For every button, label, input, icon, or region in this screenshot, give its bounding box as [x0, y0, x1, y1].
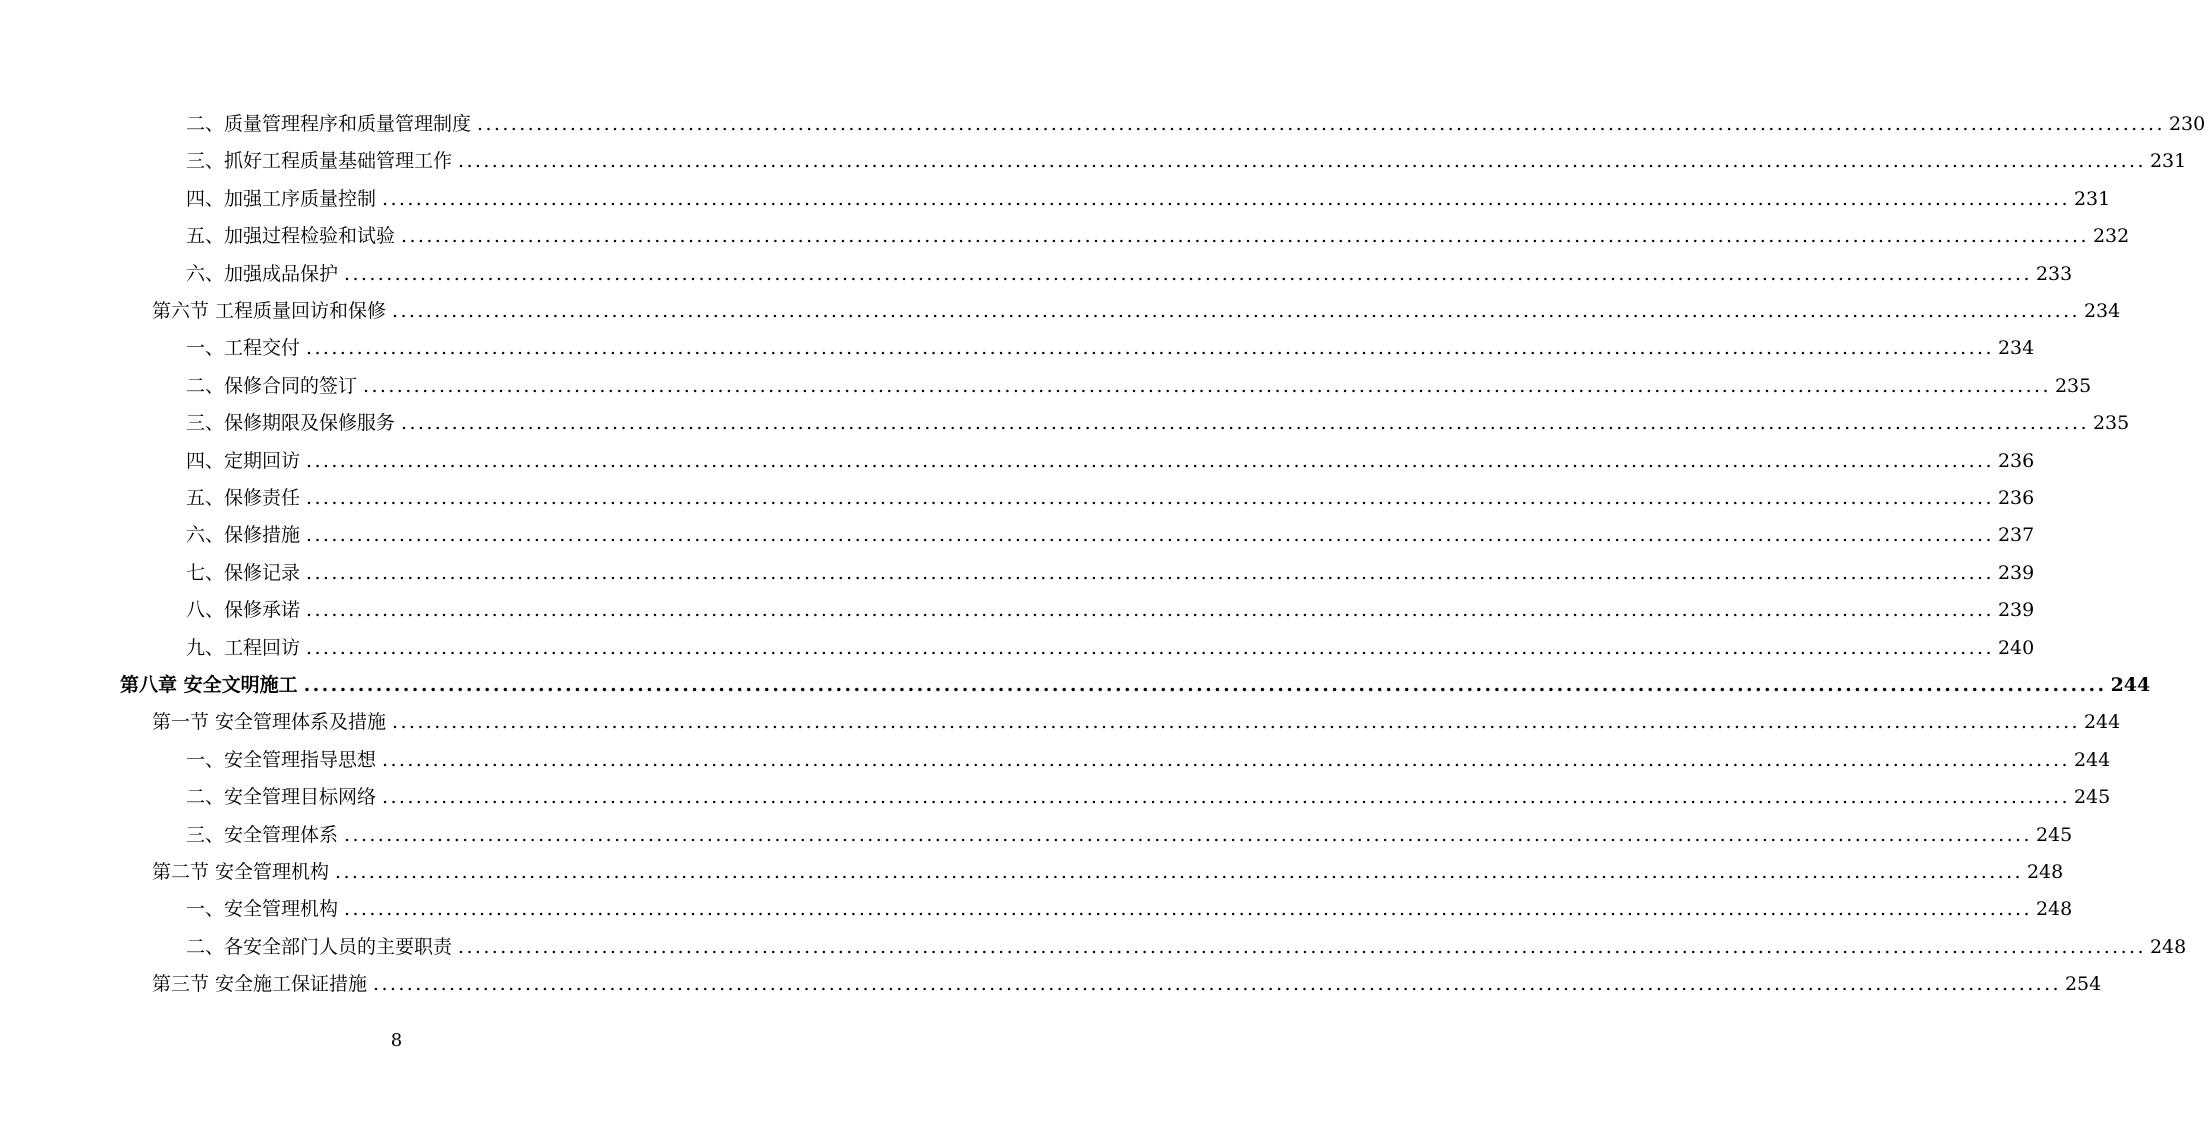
toc-entry — [186, 592, 2035, 622]
toc-entry-title: 六、加强成品保护 — [186, 262, 339, 285]
toc-entry-title: 第三节 安全施工保证措施 — [152, 973, 368, 996]
toc-dot-leader: ........................................................................................................................................................................................................ — [363, 374, 2051, 397]
toc-dot-leader: ........................................................................................................................................................................................................ — [392, 300, 2080, 322]
toc-entry — [152, 854, 2064, 884]
toc-entry-page: 239 — [1997, 561, 2035, 584]
toc-dot-leader: ........................................................................................................................................................................................................ — [392, 711, 2080, 734]
toc-entry-title: 第八章 安全文明施工 — [120, 674, 298, 696]
toc-dot-leader: ........................................................................................................................................................................................................ — [382, 748, 2070, 771]
toc-entry-title: 五、加强过程检验和试验 — [186, 225, 396, 248]
toc-entry-title: 九、工程回访 — [186, 636, 301, 659]
toc-entry-page: 245 — [2035, 823, 2073, 846]
toc-entry-page: 230 — [2168, 113, 2205, 135]
toc-entry — [186, 480, 2035, 510]
toc-entry-page: 231 — [2073, 187, 2111, 210]
toc-entry-title: 一、安全管理机构 — [186, 898, 339, 921]
toc-entry-page: 232 — [2092, 225, 2130, 248]
toc-entry — [152, 704, 2121, 734]
toc-entry — [186, 330, 2035, 360]
toc-dot-leader: ........................................................................................................................................................................................................ — [401, 412, 2089, 435]
toc-dot-leader: ........................................................................................................................................................................................................ — [335, 861, 2023, 883]
toc-entry-title: 第六节 工程质量回访和保修 — [152, 300, 387, 322]
toc-entry-title: 四、定期回访 — [186, 449, 301, 472]
toc-entry-page: 254 — [2064, 973, 2102, 996]
toc-entry-title: 一、工程交付 — [186, 337, 301, 360]
toc-dot-leader: ........................................................................................................................................................................................................ — [303, 674, 2107, 696]
toc-dot-leader: ........................................................................................................................................................................................................ — [382, 187, 2070, 210]
toc-entry — [186, 181, 2111, 211]
toc-entry-page: 248 — [2035, 898, 2073, 921]
toc-entry-title: 二、质量管理程序和质量管理制度 — [186, 113, 472, 135]
toc-dot-leader: ........................................................................................................................................................................................................ — [306, 599, 1994, 622]
toc-entry-title: 第二节 安全管理机构 — [152, 861, 330, 883]
toc-entry-title: 第一节 安全管理体系及措施 — [152, 711, 387, 734]
toc-entry — [186, 218, 2130, 248]
toc-entry — [186, 443, 2035, 473]
toc-entry — [120, 667, 2151, 697]
toc-entry-page: 236 — [1997, 449, 2035, 472]
toc-entry — [186, 929, 2187, 959]
toc-entry-title: 三、抓好工程质量基础管理工作 — [186, 150, 453, 173]
toc-entry-page: 237 — [1997, 524, 2035, 547]
toc-entry-page: 245 — [2073, 786, 2111, 809]
toc-entry-page: 233 — [2035, 262, 2073, 285]
toc-entry-title: 二、安全管理目标网络 — [186, 786, 377, 809]
toc-entry-title: 七、保修记录 — [186, 561, 301, 584]
toc-entry-page: 244 — [2083, 711, 2121, 734]
toc-entry-title: 二、保修合同的签订 — [186, 374, 358, 397]
toc-entry-page: 234 — [2083, 300, 2121, 322]
toc-entry-page: 235 — [2054, 374, 2092, 397]
toc-entry-page: 239 — [1997, 599, 2035, 622]
toc-entry — [186, 405, 2130, 435]
toc-entry-title: 二、各安全部门人员的主要职责 — [186, 935, 453, 958]
toc-entry-page: 248 — [2026, 861, 2064, 883]
toc-entry — [152, 966, 2102, 996]
toc-entry-title: 三、安全管理体系 — [186, 823, 339, 846]
toc-dot-leader: ........................................................................................................................................................................................................ — [458, 935, 2146, 958]
toc-entry — [186, 143, 2187, 173]
toc-dot-leader: ........................................................................................................................................................................................................ — [306, 337, 1994, 360]
toc-dot-leader: ........................................................................................................................................................................................................ — [401, 225, 2089, 248]
toc-entry-page: 248 — [2149, 935, 2187, 958]
toc-entry — [186, 779, 2111, 809]
toc-dot-leader: ........................................................................................................................................................................................................ — [306, 487, 1994, 509]
toc-entry — [186, 891, 2073, 921]
toc-dot-leader: ........................................................................................................................................................................................................ — [477, 113, 2165, 135]
toc-entry-page: 244 — [2073, 748, 2111, 771]
toc-entry — [186, 630, 2035, 660]
toc-dot-leader: ........................................................................................................................................................................................................ — [373, 973, 2061, 996]
toc-entry-page: 231 — [2149, 150, 2187, 173]
toc-dot-leader: ........................................................................................................................................................................................................ — [458, 150, 2146, 173]
toc-entry — [186, 256, 2073, 286]
toc-entry-title: 六、保修措施 — [186, 524, 301, 547]
toc-entry — [186, 817, 2073, 847]
toc-dot-leader: ........................................................................................................................................................................................................ — [306, 524, 1994, 547]
toc-entry — [186, 368, 2092, 398]
toc-entry — [186, 106, 2205, 136]
toc-dot-leader: ........................................................................................................................................................................................................ — [344, 898, 2032, 921]
toc-entry — [186, 555, 2035, 585]
toc-dot-leader: ........................................................................................................................................................................................................ — [306, 636, 1994, 659]
toc-entry-page: 234 — [1997, 337, 2035, 360]
toc-entry-title: 一、安全管理指导思想 — [186, 748, 377, 771]
page-number: 8 — [390, 1030, 403, 1051]
toc-entry-page: 235 — [2092, 412, 2130, 435]
toc-entry-page: 236 — [1997, 487, 2035, 509]
toc-entry-page: 244 — [2110, 674, 2151, 696]
toc-entry-title: 五、保修责任 — [186, 487, 301, 509]
toc-dot-leader: ........................................................................................................................................................................................................ — [306, 561, 1994, 584]
toc-entry-page: 240 — [1997, 636, 2035, 659]
toc-dot-leader: ........................................................................................................................................................................................................ — [344, 262, 2032, 285]
toc-dot-leader: ........................................................................................................................................................................................................ — [382, 786, 2070, 809]
toc-dot-leader: ........................................................................................................................................................................................................ — [306, 449, 1994, 472]
toc-dot-leader: ........................................................................................................................................................................................................ — [344, 823, 2032, 846]
toc-entry-title: 八、保修承诺 — [186, 599, 301, 622]
toc-entry-title: 四、加强工序质量控制 — [186, 187, 377, 210]
toc-entry-title: 三、保修期限及保修服务 — [186, 412, 396, 435]
toc-entry — [186, 742, 2111, 772]
toc-entry — [152, 293, 2121, 323]
toc-entry — [186, 517, 2035, 547]
